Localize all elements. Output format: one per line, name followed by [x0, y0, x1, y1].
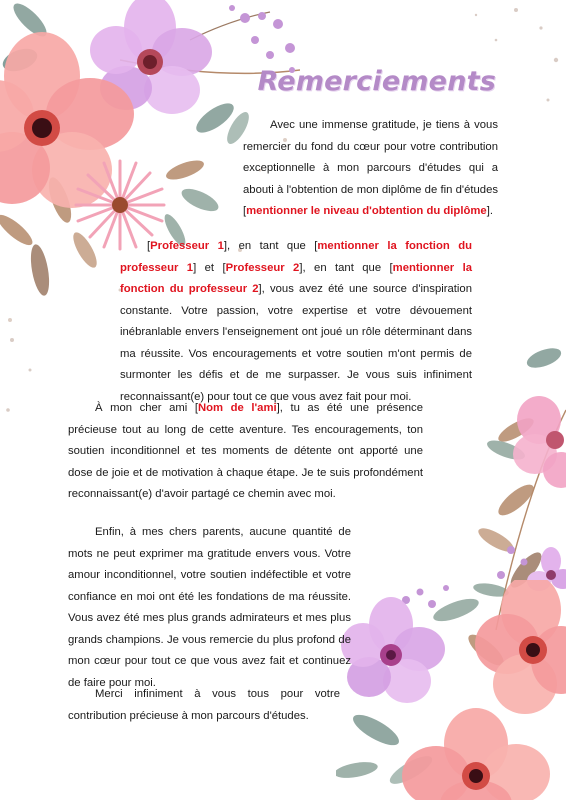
- paragraph-text: ].: [486, 205, 493, 217]
- paragraph-text: Merci infiniment à vous tous pour votre contribution précieuse à mon parcours d'études.: [68, 688, 340, 722]
- paragraph-closing: [68, 684, 340, 727]
- placeholder-diploma-level: mentionner le niveau d'obtention du diplôme: [246, 205, 487, 217]
- paragraph-professors: [120, 236, 472, 408]
- placeholder-professor-1: Professeur 1: [150, 240, 224, 252]
- placeholder-friend-name: Nom de l'ami: [197, 402, 277, 414]
- floral-decoration-bottom-right: [336, 580, 566, 800]
- paragraph-text: Enfin, à mes chers parents, aucune quantité de mots ne peut exprimer ma gratitude envers vous. Votre amour inconditionnel, votre soutien indéfectible et votre confiance en moi ont été les fondations de ma réussite. Vous avez été mes plus grands admirateurs et mes plus grands champions. Je vous remercie du plus profond de mon cœur pour tout ce que vous avez fait et continuez de faire pour moi.: [68, 526, 351, 689]
- placeholder-professor-1-role: mentionner la fonction du professeur 1: [120, 240, 472, 274]
- speckle-decoration-top-right: [366, 0, 566, 120]
- page-title: Remerciements: [257, 66, 496, 97]
- paragraph-text: [: [147, 240, 151, 252]
- placeholder-professor-2-role: mentionner la fonction du professeur 2: [120, 261, 472, 295]
- paragraph-text: ], en tant que [: [299, 261, 393, 274]
- paragraph-text: À mon cher ami [: [95, 402, 198, 414]
- paragraph-intro: [243, 115, 498, 223]
- paragraph-text: ], tu as été une présence précieuse tout au long de cette aventure. Tes encouragements, ton soutien inconditionnel et tes moments de détente ont apporté une dose de joie et de motivation à chaque étape. Je te suis profondément reconnaissant(e) d'avoir partagé ce chemin avec moi.: [68, 402, 423, 500]
- paragraph-text: ] et [: [193, 261, 226, 274]
- paragraph-text: ], vous avez été une source d'inspiration constante. Votre passion, votre expertise et votre dévouement inébranlable envers l'enseignement ont joué un rôle déterminant dans ma réussite. Vos encouragements et votre soutien m'ont permis de surmonter les défis et de me surpasser. Je vous suis infiniment reconnaissant(e) pour tout ce que vous avez fait pour moi.: [120, 283, 472, 403]
- paragraph-text: ], en tant que [: [223, 240, 318, 252]
- paragraph-friend: [68, 398, 423, 506]
- paragraph-parents: [68, 522, 351, 694]
- paragraph-text: Avec une immense gratitude, je tiens à vous remercier du fond du cœur pour votre contribution exceptionnelle à mon parcours d'études qui a abouti à l'obtention de mon diplôme de fin d'études [: [243, 119, 498, 217]
- placeholder-professor-2: Professeur 2: [225, 261, 300, 274]
- speckle-decoration-left: [0, 330, 60, 450]
